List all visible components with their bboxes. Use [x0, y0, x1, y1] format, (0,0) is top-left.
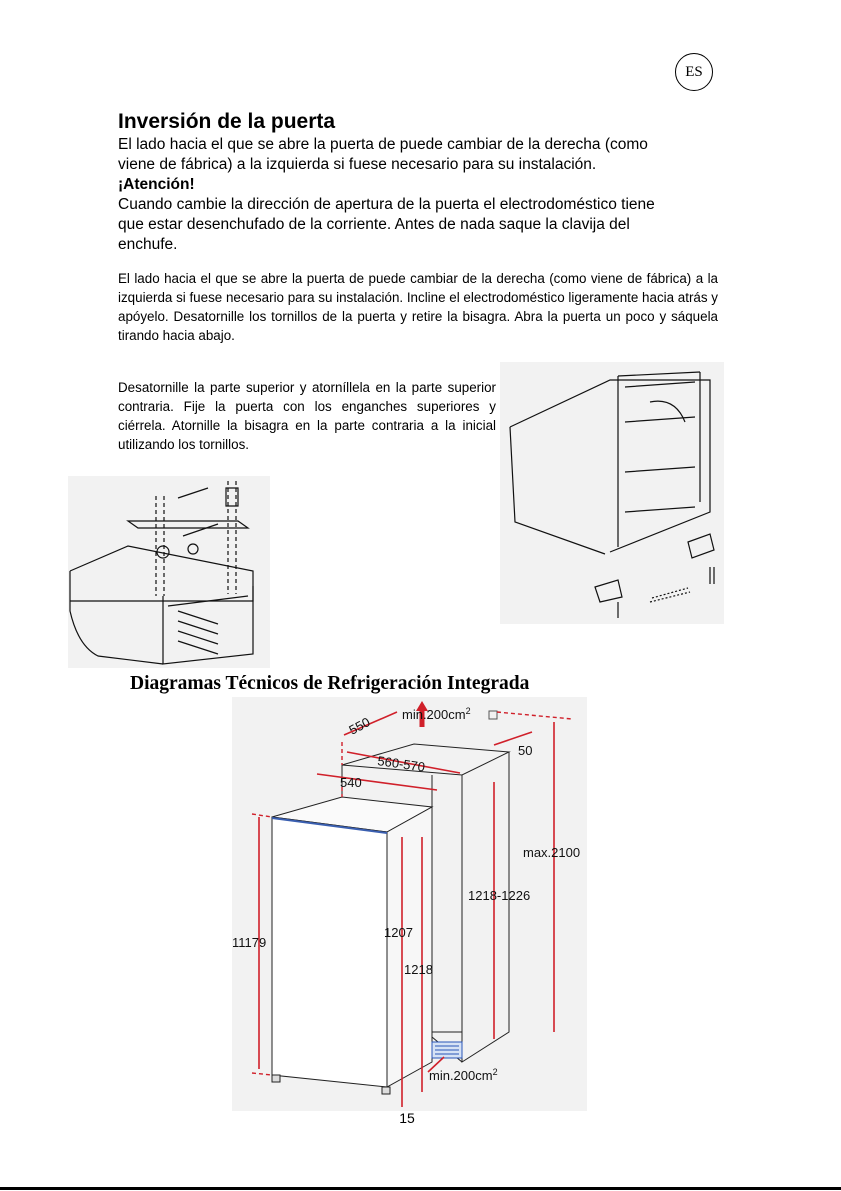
dim-1218-label: 1218: [404, 962, 433, 977]
dim-540-label: 540: [340, 775, 362, 790]
page-title: Inversión de la puerta: [118, 110, 336, 133]
appliance-door: [272, 817, 387, 1087]
vent-top-label: $\min.200cm^2$: [402, 706, 471, 722]
step-1-paragraph: El lado hacia el que se abre la puerta de puede cambiar de la derecha (como viene de fábrica) a la izquierda si fuese necesario para su instalación. Incline el electrodoméstico ligeramente hacia atrás y apóyelo. Desatornille los tornillos de la puerta y retire la bisagra. Abra la puerta un poco y sáquela tirando hacia abajo.: [118, 271, 718, 343]
dim-550-label: 550: [346, 714, 373, 738]
appliance-side: [387, 807, 432, 1087]
section-subtitle: Diagramas Técnicos de Refrigeración Integrada: [130, 673, 530, 694]
dim-max2100-label: max.2100: [523, 845, 581, 860]
page-bottom-rule: [0, 1187, 841, 1190]
dimensions-diagram: [232, 697, 587, 1111]
intro-line: viene de fábrica) a la izquierda si fuese necesario para su instalación.: [118, 156, 597, 173]
step-2-paragraph: Desatornille la parte superior y atorníllela en la parte superior contraria. Fije la puerta con los enganches superiores y ciérrela. Atornille la bisagra en la parte contraria a la inicial utilizando los tornillos.: [118, 380, 496, 452]
attention-line: Cuando cambie la dirección de apertura de la puerta el electrodoméstico tiene: [118, 196, 655, 213]
attention-heading: ¡Atención!: [118, 176, 195, 193]
language-badge: ES: [675, 53, 713, 91]
attention-paragraph: [118, 195, 728, 255]
dim-560-570-label: 560-570: [376, 753, 426, 775]
dim-50-label: 50: [518, 743, 533, 758]
intro-paragraph: [118, 135, 728, 175]
dim-1218-1226-label: 1218-1226: [468, 888, 531, 903]
intro-line: El lado hacia el que se abre la puerta de puede cambiar de la derecha (como: [118, 136, 648, 153]
vent-bottom-label: $\min.200cm^2$: [429, 1067, 498, 1083]
dim-1207-label: 1207: [384, 925, 413, 940]
hinge-removal-illustration: [68, 476, 270, 668]
bottom-vent-grille: [432, 1042, 462, 1058]
door-reversal-illustration: [500, 362, 724, 624]
dim-11179-label: 11179: [232, 935, 267, 950]
attention-line: enchufe.: [118, 236, 178, 253]
attention-line: que estar desenchufado de la corriente. Antes de nada saque la clavija del: [118, 216, 630, 233]
page-number: 15: [399, 1110, 415, 1126]
